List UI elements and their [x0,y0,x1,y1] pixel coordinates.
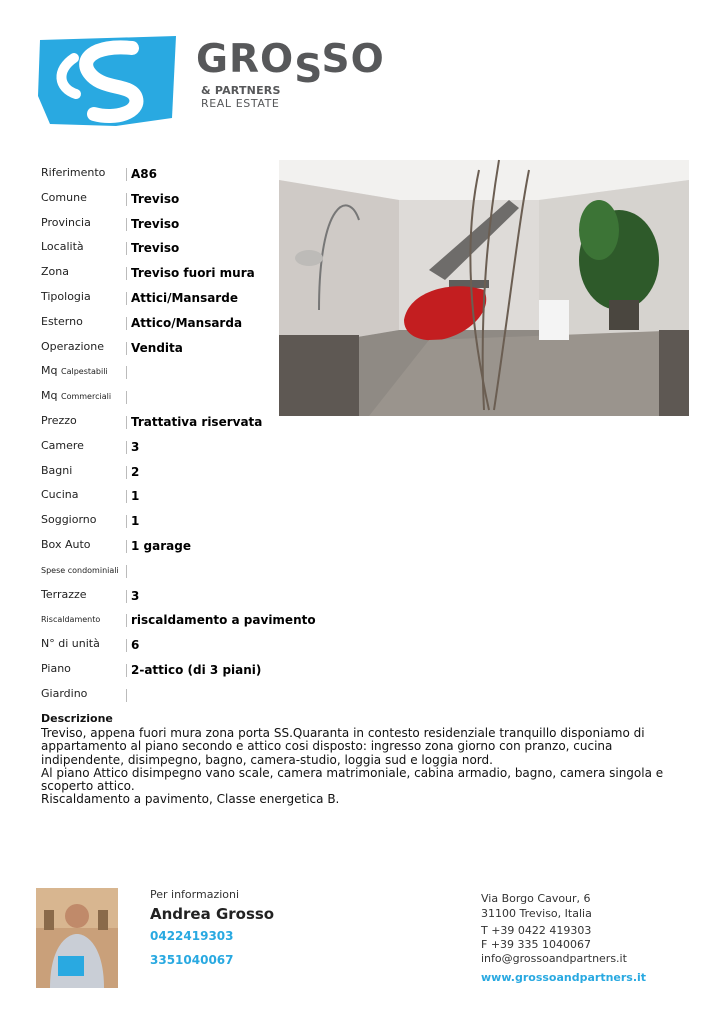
office-fax: F +39 335 1040067 [481,938,592,951]
property-row [40,236,278,261]
description-paragraph: Al piano Attico disimpegno vano scale, camera matrimoniale, cabina armadio, bagno, camera singola e scoperto attico. [41,765,664,794]
property-divider [126,664,127,677]
property-divider [126,242,127,255]
property-value: A86 [131,167,157,181]
office-address [481,891,592,921]
property-value: 2-attico (di 3 piani) [131,662,262,677]
property-value: 2 [131,464,140,479]
property-divider [126,292,127,305]
property-value: Attico/Mansarda [131,315,243,330]
contact-intro: Per informazioni [150,888,240,901]
property-row [40,385,278,410]
property-row [40,261,278,286]
property-row [40,162,278,187]
brand-wordmark: GROSSO [196,37,385,92]
property-row [40,559,278,584]
brand-tagline: REAL ESTATE [201,97,280,110]
property-label: Camere [41,438,84,452]
property-value: 3 [131,439,140,454]
property-divider [126,342,127,355]
property-label: Riferimento [41,166,106,179]
property-divider [126,639,127,652]
property-row [40,608,316,633]
property-label: Tipologia [41,289,91,303]
property-label: Località [41,240,84,254]
property-label: Cucina [41,488,79,502]
property-row [40,187,278,212]
property-row [40,509,278,534]
property-divider [126,689,127,702]
agent-name: Andrea Grosso [150,905,275,923]
property-value: Treviso [131,216,180,231]
office-contacts [481,924,627,966]
property-row [40,336,278,361]
property-label: Giardino [41,686,88,700]
property-row [40,534,278,559]
property-row [40,435,278,460]
property-label: Mq Commerciali [41,389,112,403]
property-divider [126,193,127,206]
description-text [41,727,691,807]
property-row [40,410,278,435]
property-label: Box Auto [41,537,91,551]
property-row [40,311,278,336]
property-label: Prezzo [41,413,77,427]
property-row [40,286,278,311]
property-label: Provincia [41,215,91,229]
interior-render-image [279,160,689,416]
property-value: 1 [131,514,140,529]
property-row [40,584,278,609]
office-tel[interactable]: T +39 0422 419303 [481,924,592,937]
office-street: Via Borgo Cavour, 6 [481,892,591,905]
property-divider [126,590,127,603]
property-divider [126,317,127,330]
property-label: Terrazze [41,587,87,601]
agent-phone-landline[interactable]: 0422419303 [150,929,234,943]
property-value: 1 [131,489,140,504]
property-divider [126,391,127,404]
property-label: Zona [41,265,69,279]
office-city: 31100 Treviso, Italia [481,907,592,920]
property-divider [126,490,127,503]
property-row [40,360,278,385]
property-value: riscaldamento a pavimento [131,613,316,628]
property-value: Attici/Mansarde [131,290,238,305]
property-label: Operazione [41,339,104,353]
office-website-link[interactable]: www.grossoandpartners.it [481,971,647,984]
property-photo [279,160,689,416]
property-divider [126,466,127,479]
property-row [40,683,278,708]
agent-phone-mobile[interactable]: 3351040067 [150,953,234,967]
property-divider [126,416,127,429]
property-label: Esterno [41,314,83,328]
description-paragraph: Riscaldamento a pavimento, Classe energetica B. [41,792,340,807]
property-row [40,212,278,237]
brand-logo [36,36,385,128]
property-row [40,460,278,485]
property-value: 3 [131,588,140,603]
property-divider [126,565,127,578]
property-divider [126,218,127,231]
agent-avatar [36,888,118,988]
property-value: Treviso [131,191,180,206]
property-divider [126,267,127,280]
property-label: Soggiorno [41,513,97,527]
property-label: Spese condominiali [41,565,119,575]
property-row [40,484,278,509]
property-divider [126,515,127,528]
property-label: Mq Calpestabili [41,364,108,378]
property-value: 6 [131,638,140,653]
property-label: Comune [41,190,87,204]
property-label: Bagni [41,463,73,477]
property-divider [126,366,127,379]
property-divider [126,441,127,454]
property-label: Riscaldamento [41,615,101,625]
property-value: Trattativa riservata [131,414,263,429]
property-row [40,633,278,658]
property-label: N° di unità [41,637,100,651]
description-paragraph: Treviso, appena fuori mura zona porta SS.Quaranta in contesto residenziale tranquillo disponiamo di appartamento al piano secondo e attico cosi disposto: ingresso zona giorno con pranzo, cucina indipendente, disimpegno, bagno, camera-studio, loggia sud e loggia nord. [41,726,645,767]
logo-s-icon [36,36,178,128]
property-value: Vendita [131,340,183,355]
property-label: Piano [41,661,71,675]
property-row [40,658,278,683]
property-value: 1 garage [131,538,191,553]
property-value: Treviso fuori mura [131,266,255,281]
brand-subtitle: & PARTNERS [201,84,281,97]
property-value: Treviso [131,241,180,256]
property-divider [126,168,127,181]
property-details [40,162,316,708]
property-divider [126,614,127,627]
office-email[interactable]: info@grossoandpartners.it [481,952,627,965]
description-title: Descrizione [41,712,113,725]
property-divider [126,540,127,553]
